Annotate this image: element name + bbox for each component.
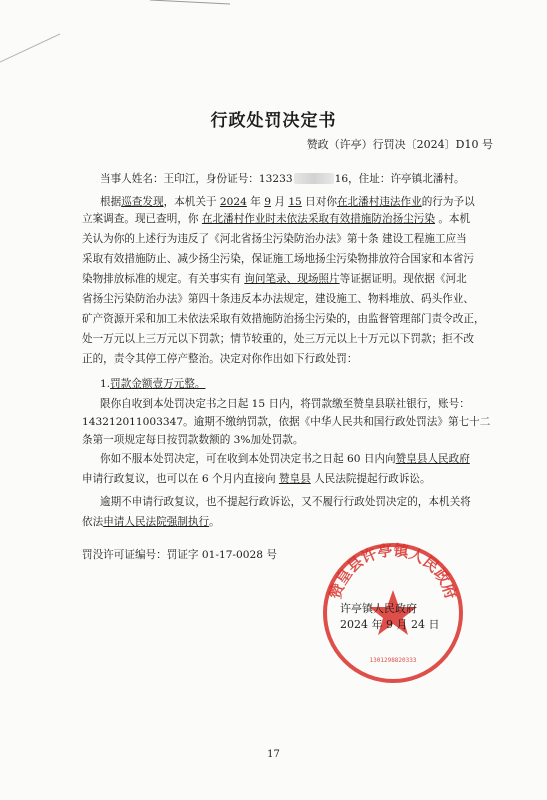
filled-field: 15 — [288, 196, 302, 208]
filled-field: 罚款金额壹万元整。 — [110, 378, 206, 390]
body-text: 等证据证明。现依据《河北 — [339, 273, 467, 285]
svg-text:赞皇县许亭镇人民政府: 赞皇县许亭镇人民政府 — [326, 541, 460, 602]
body-line — [100, 172, 465, 186]
filled-field: 在北潘村违法作业 — [336, 196, 422, 208]
filled-field: 在北潘村作业时未依法采取有效措施防治扬尘污染 — [201, 213, 435, 225]
body-line — [82, 312, 485, 326]
body-line — [82, 415, 490, 429]
body-text: 依法 — [82, 516, 104, 528]
document-number: 赞政（许亭）行罚决〔2024〕D10 号 — [306, 138, 493, 151]
body-text: 罚没许可证编号：罚证字 01-17-0028 号 — [82, 549, 277, 561]
body-text: 申请行政复议，也可以在 6 个月内直接向 — [82, 473, 279, 485]
body-text: 人民法院提起行政诉讼。 — [310, 473, 431, 485]
body-line — [100, 397, 470, 411]
body-text: 日对你 — [301, 196, 337, 208]
filled-field: 巡查发现 — [121, 196, 164, 208]
body-line — [82, 433, 303, 447]
body-text: 逾期不申请行政复议，也不提起行政诉讼，又不履行行政处罚决定的，本机关将 — [100, 496, 471, 508]
body-line — [100, 495, 471, 509]
issue-date: 2024 年 9 月 24 日 — [340, 618, 440, 631]
body-text: 省扬尘污染防治办法》第四十条违反本办法规定，建设施工、物料堆放、码头作业、 — [82, 293, 474, 305]
body-line — [100, 195, 475, 209]
body-text: 正的，责令其停工停产整治。决定对你作出如下行政处罚： — [82, 353, 358, 365]
body-text: 16，住址：许亭镇北潘村。 — [334, 173, 465, 185]
body-line — [82, 272, 467, 286]
body-line — [82, 352, 357, 366]
body-line — [100, 377, 205, 391]
body-text: ，本机关于 — [163, 196, 220, 208]
filled-field: 9 — [264, 196, 271, 208]
body-text: 1. — [100, 378, 111, 390]
body-line — [100, 452, 470, 466]
body-line — [82, 252, 474, 266]
filled-field: 赞皇县 — [278, 473, 311, 485]
body-text: 矿产资源开采和加工未依法采取有效措施防治扬尘污染的，由监督管理部门责令改正， — [82, 313, 485, 325]
filled-field: 赞皇县人民政府 — [395, 453, 470, 465]
body-text: 的行为予以 — [421, 196, 475, 208]
body-text: 。 — [209, 516, 220, 528]
filled-field: 2024 — [219, 196, 247, 208]
body-text: 条第一项规定每日按罚款数额的 3%加处罚款。 — [82, 434, 304, 446]
filled-field: 询问笔录、现场照片 — [244, 273, 340, 285]
body-text: 关认为你的上述行为违反了《河北省扬尘污染防治办法》第十条 建设工程施工应当 — [82, 233, 467, 245]
body-text: 143212011003347。逾期不缴纳罚款，依据《中华人民共和国行政处罚法》第七十二 — [82, 416, 491, 428]
body-line — [82, 232, 467, 246]
body-line — [82, 292, 474, 306]
svg-text:1301298820333: 1301298820333 — [369, 657, 417, 664]
body-text: 立案调查。现已查明，你 — [82, 213, 202, 225]
body-text: 。本机 — [434, 213, 471, 225]
body-text: 采取有效措施防止、减少扬尘污染，保证施工场地扬尘污染物排放符合国家和本省污 — [82, 253, 474, 265]
body-line — [82, 472, 431, 486]
document-title: 行政处罚决定书 — [210, 111, 337, 131]
issuing-organization: 许亭镇人民政府 — [340, 602, 417, 615]
body-text: 年 — [246, 196, 265, 208]
filled-field: 申请人民法院强制执行 — [103, 516, 210, 528]
body-text: 当事人姓名：王印江，身份证号：13233 — [100, 173, 293, 185]
redacted-id-segment — [294, 173, 334, 184]
body-text: 根据 — [100, 196, 122, 208]
body-line — [82, 548, 277, 562]
body-text: 你如不服本处罚决定，可在收到本处罚决定书之日起 60 日内向 — [100, 453, 396, 465]
body-line — [82, 515, 220, 529]
body-text: 处一万元以上三万元以下罚款；情节较重的，处三万元以上十万元以下罚款；拒不改 — [82, 333, 474, 345]
body-text: 限你自收到本处罚决定书之日起 15 日内，将罚款缴至赞皇县联社银行，账号： — [100, 398, 470, 410]
body-line — [82, 212, 470, 226]
body-text: 月 — [270, 196, 289, 208]
body-line — [82, 332, 474, 346]
page-number: 17 — [267, 749, 280, 760]
body-text: 染物排放标准的规定。有关事实有 — [82, 273, 245, 285]
